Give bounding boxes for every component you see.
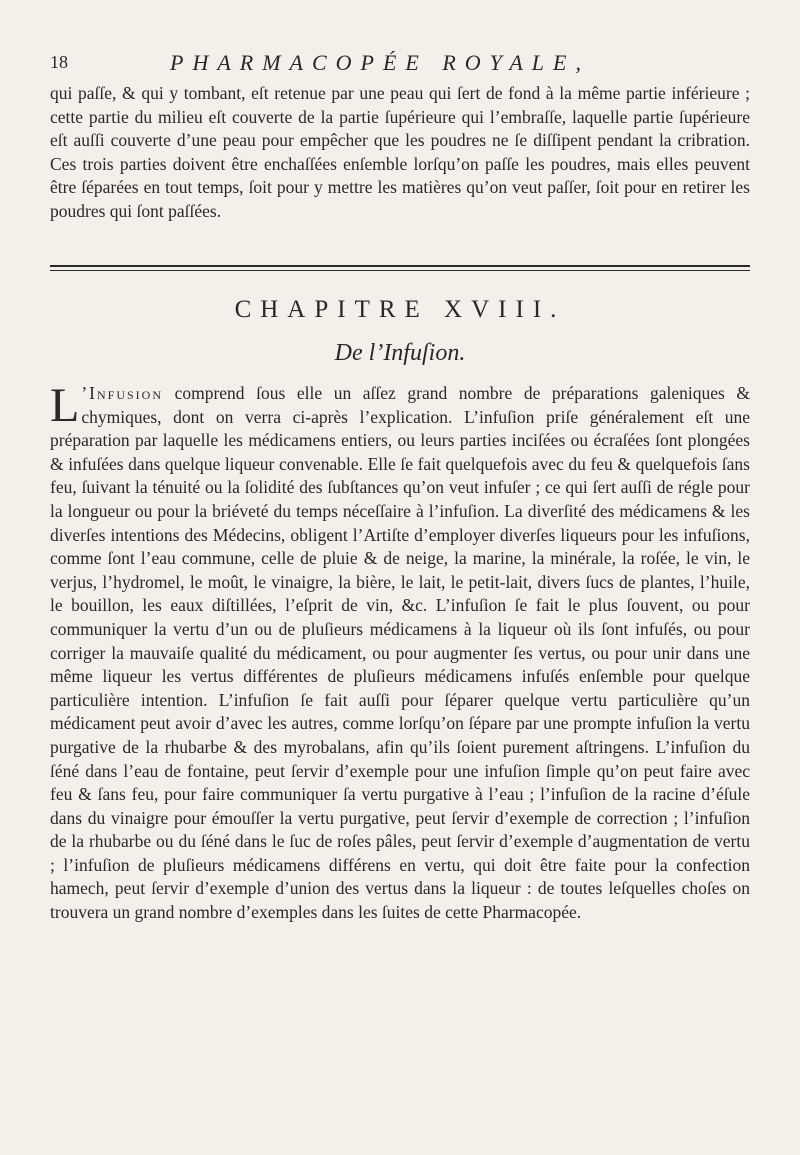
- continued-paragraph: qui paſſe, & qui y tombant, eſt retenue par une peau qui ſert de fond à la même partie inférieure ; cette partie du milieu eſt couverte de la partie ſupérieure qui l’embraſſe, laquelle partie ſupérieure eſt auſſi couverte d’une peau pour empêcher que les poudres ne ſe diſſipent pendant la cribration. Ces trois parties doivent être enchaſſées enſemble lorſqu’on paſſe les poudres, mais elles peuvent être ſéparées en tout temps, ſoit pour y mettre les matières qu’on veut paſſer, ſoit pour en retirer les poudres qui ſont paſſées.: [50, 83, 750, 221]
- chapter-heading: CHAPITRE XVIII.: [234, 296, 566, 323]
- lead-word: ’Infusion: [81, 383, 163, 403]
- running-title: PHARMACOPÉE ROYALE,: [170, 50, 590, 75]
- page-header: [50, 50, 750, 82]
- chapter-body-paragraph: [50, 379, 750, 925]
- body-text: comprend ſous elle un aſſez grand nombre de préparations galeniques & chymiques, dont on verra ci-après l’explication. L’infuſion priſe généralement eſt une préparation par laquelle les médicamens entiers, ou leurs parties inciſées ou écraſées ſont plongées & infuſées dans quelque liqueur convenable. Elle ſe fait quelquefois avec du feu & quelquefois ſans feu, ſuivant la ténuité ou la ſolidité des ſubſtances qu’on veut infuſer ; ce qui ſert auſſi de régle pour la longueur ou pour la briéveté du temps néceſſaire à l’infuſion. La diverſité des médicamens & les diverſes intentions des Médecins, obligent l’Artiſte d’employer diverſes liqueurs pour les infuſions, comme ſont l’eau commune, celle de pluie & de neige, la marine, la minérale, la roſée, le vin, le verjus, l’hydromel, le moût, le vinaigre, la bière, le lait, le petit-lait, divers ſucs de plantes, l’huile, le bouillon, les eaux diſtillées, l’eſprit de vin, &c. L’infuſion ſe fait le plus ſouvent, ou pour communiquer la vertu d’un ou de pluſieurs médicamens à la liqueur où ils ſont infuſés, ou pour corriger la mauvaiſe qualité du médicament, ou pour augmenter ſes vertus, ou pour unir dans une même liqueur les vertus différentes de pluſieurs médicamens infuſés enſemble pour quelque particulière intention. L’infuſion ſe fait auſſi pour ſéparer quelque vertu particulière qu’un médicament peut avoir d’avec les autres, comme lorſqu’on ſépare par une prompte infuſion la vertu purgative de la rhubarbe & des myrobalans, afin qu’ils ſoient purement aſtringens. L’infuſion du ſéné dans l’eau de fontaine, peut ſervir d’exemple pour une infuſion ſimple qu’on peut faire avec feu & ſans feu, pour faire communiquer ſa vertu purgative à l’eau ; l’infuſion de la racine d’éſule dans du vinaigre pour émouſſer la vertu purgative, peut ſervir d’exemple de correction ; l’infuſion de la rhubarbe ou du ſéné dans le ſuc de roſes pâles, peut ſervir d’exemple d’augmentation de vertu ; l’infuſion de pluſieurs médicamens différens en vertu, qui doit être faite pour la confection hamech, peut ſervir d’exemple d’union des vertus dans la liqueur : de toutes leſquelles choſes on trouvera un grand nombre d’exemples dans les ſuites de cette Pharmacopée.: [50, 383, 750, 923]
- section-divider: [50, 265, 750, 271]
- page-number: 18: [50, 52, 68, 72]
- chapter-subtitle: De l’Infuſion.: [334, 340, 466, 366]
- drop-cap: L: [50, 379, 80, 432]
